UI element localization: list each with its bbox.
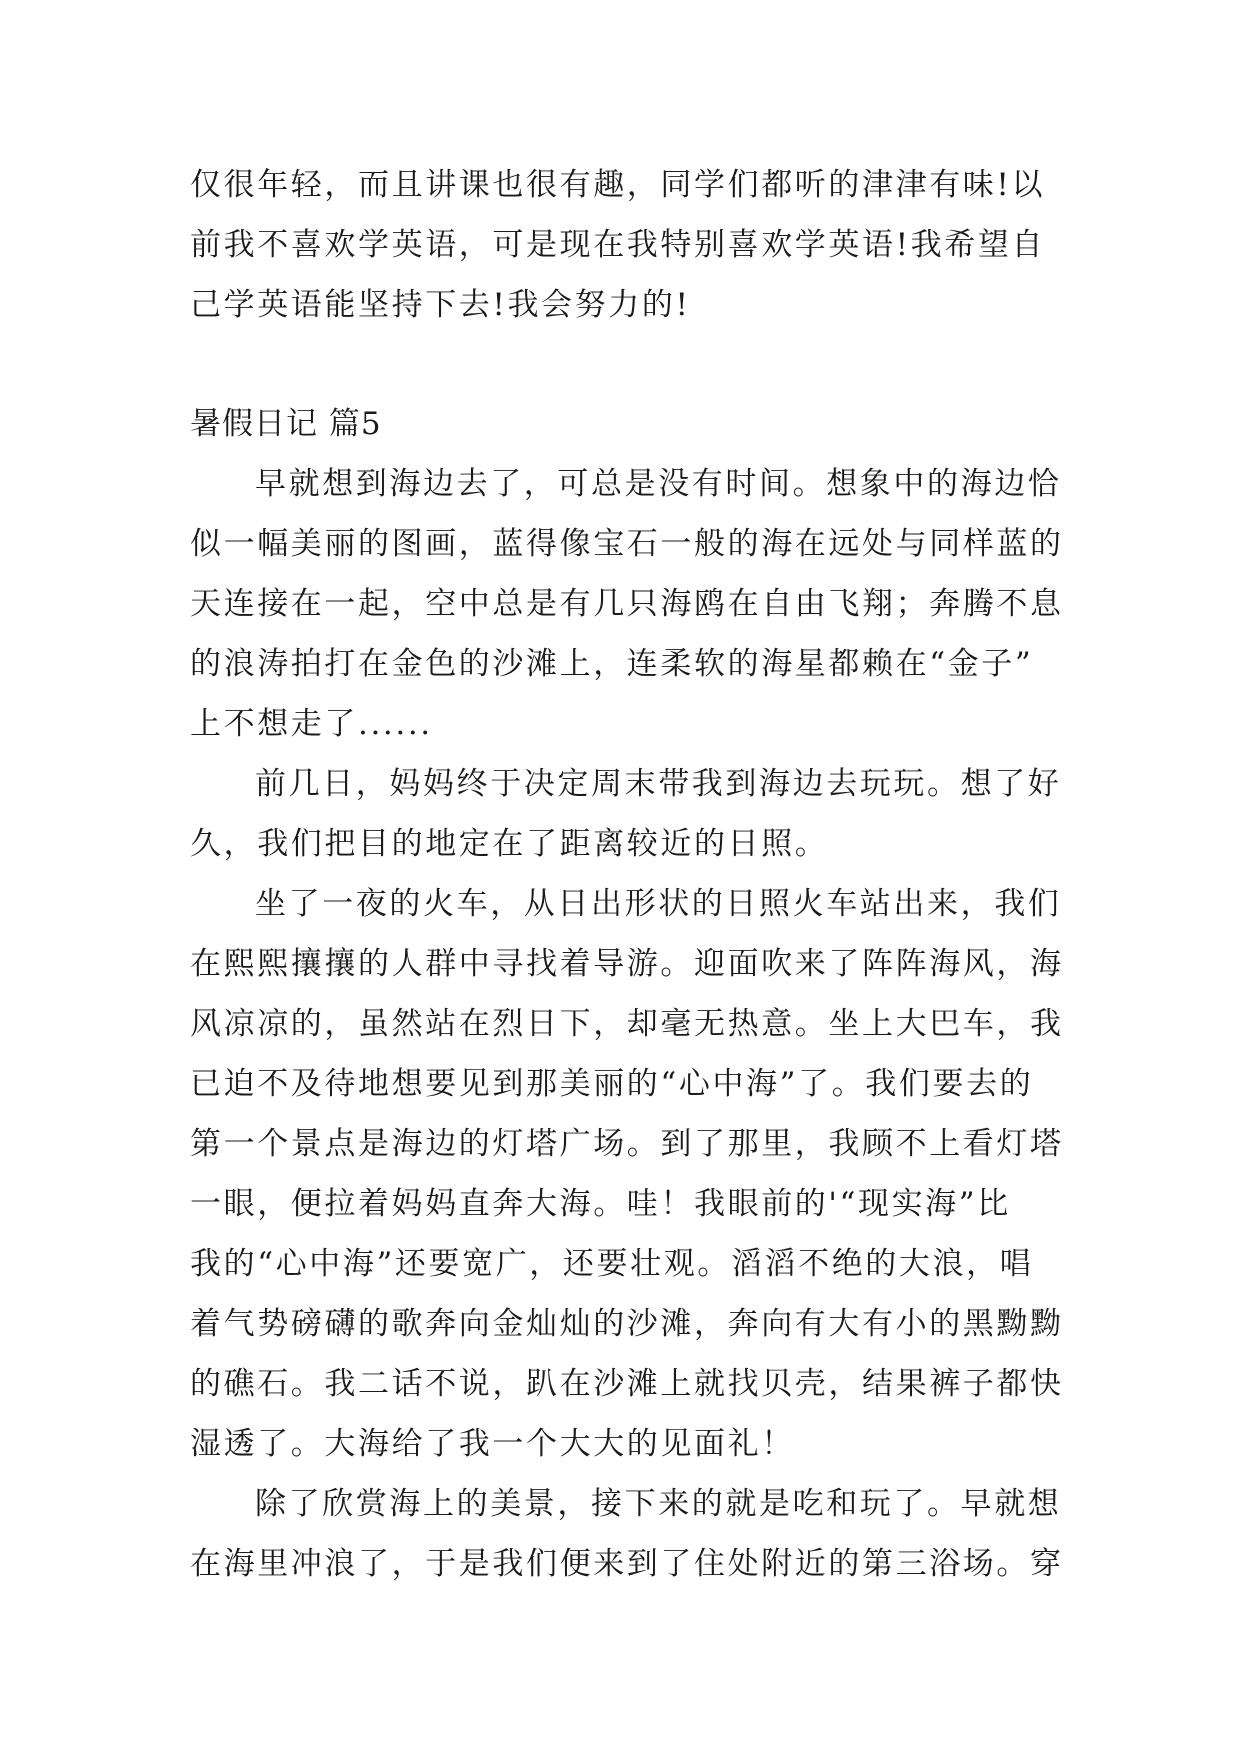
paragraph-line: 除了欣赏海上的美景，接下来的就是吃和玩了。早就想	[255, 1486, 1062, 1522]
paragraph-line: 湿透了。大海给了我一个大大的见面礼！	[190, 1426, 795, 1462]
paragraph-line: 的礁石。我二话不说，趴在沙滩上就找贝壳，结果裤子都快	[190, 1366, 1064, 1402]
paragraph-line: 已迫不及待地想要见到那美丽的“心中海”了。我们要去的	[190, 1066, 1034, 1102]
paragraph-line: 在熙熙攘攘的人群中寻找着导游。迎面吹来了阵阵海风，海	[190, 946, 1064, 982]
paragraph-line: 风凉凉的，虽然站在烈日下，却毫无热意。坐上大巴车，我	[190, 1006, 1064, 1042]
paragraph-line: 在海里冲浪了，于是我们便来到了住处附近的第三浴场。穿	[190, 1546, 1064, 1582]
intro-line: 己学英语能坚持下去!我会努力的!	[190, 287, 691, 323]
paragraph-line: 第一个景点是海边的灯塔广场。到了那里，我顾不上看灯塔	[190, 1126, 1064, 1162]
paragraph-line: 一眼，便拉着妈妈直奔大海。哇！我眼前的'“现实海”比	[190, 1186, 1011, 1222]
paragraph-line: 久，我们把目的地定在了距离较近的日照。	[190, 826, 829, 862]
paragraph-line: 着气势磅礴的歌奔向金灿灿的沙滩，奔向有大有小的黑黝黝	[190, 1306, 1064, 1342]
section-title: 暑假日记 篇5	[190, 406, 382, 442]
paragraph-line: 的浪涛拍打在金色的沙滩上，连柔软的海星都赖在“金子”	[190, 646, 1034, 682]
paragraph-line: 天连接在一起，空中总是有几只海鸥在自由飞翔；奔腾不息	[190, 586, 1064, 622]
paragraph-line: 上不想走了......	[190, 706, 433, 742]
intro-line: 仅很年轻，而且讲课也很有趣，同学们都听的津津有味!以	[190, 167, 1046, 203]
paragraph-line: 我的“心中海”还要宽广，还要壮观。滔滔不绝的大浪，唱	[190, 1246, 1034, 1282]
paragraph-line: 坐了一夜的火车，从日出形状的日照火车站出来，我们	[255, 886, 1062, 922]
paragraph-line: 早就想到海边去了，可总是没有时间。想象中的海边恰	[255, 466, 1062, 502]
paragraph-line: 前几日，妈妈终于决定周末带我到海边去玩玩。想了好	[255, 766, 1062, 802]
paragraph-line: 似一幅美丽的图画，蓝得像宝石一般的海在远处与同样蓝的	[190, 526, 1064, 562]
intro-line: 前我不喜欢学英语，可是现在我特别喜欢学英语!我希望自	[190, 227, 1046, 263]
